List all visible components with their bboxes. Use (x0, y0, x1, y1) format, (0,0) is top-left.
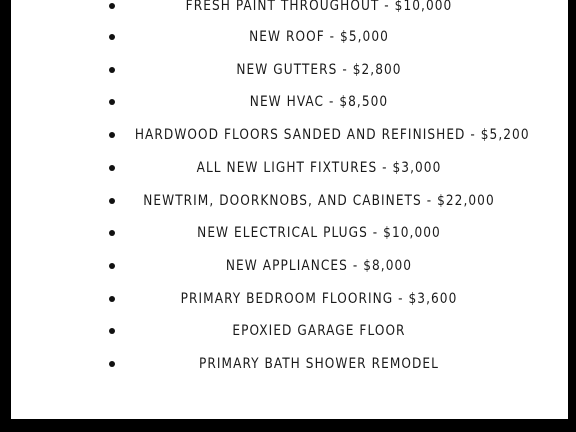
list-item (11, 187, 568, 215)
list-item-label: PRIMARY BEDROOM FLOORING - $3,600 (180, 291, 458, 307)
document-page (11, 0, 568, 419)
bullet-icon (109, 230, 115, 236)
bullet-icon (109, 3, 115, 9)
bullet-icon (109, 361, 115, 367)
list-item-label: NEWTRIM, DOORKNOBS, AND CABINETS - $22,000 (143, 193, 495, 209)
list-item-label: NEW ROOF - $5,000 (249, 29, 389, 45)
bullet-icon (109, 328, 115, 334)
bullet-icon (109, 198, 115, 204)
list-item-label: NEW ELECTRICAL PLUGS - $10,000 (197, 225, 441, 241)
list-item-label: HARDWOOD FLOORS SANDED AND REFINISHED - $5,200 (134, 127, 530, 143)
bullet-icon (109, 67, 115, 73)
list-item (11, 0, 568, 20)
bullet-icon (109, 132, 115, 138)
bullet-icon (109, 34, 115, 40)
list-item-label: NEW HVAC - $8,500 (249, 94, 389, 110)
bullet-icon (109, 296, 115, 302)
list-item (11, 88, 568, 116)
list-item-label: ALL NEW LIGHT FIXTURES - $3,000 (196, 160, 442, 176)
list-item-label: FRESH PAINT THROUGHOUT - $10,000 (185, 0, 453, 14)
list-item-label: EPOXIED GARAGE FLOOR (232, 323, 406, 339)
list-item (11, 285, 568, 313)
bullet-icon (109, 263, 115, 269)
list-item-label: NEW GUTTERS - $2,800 (236, 62, 402, 78)
list-item (11, 219, 568, 247)
list-item (11, 154, 568, 182)
list-item (11, 317, 568, 345)
list-item-label: NEW APPLIANCES - $8,000 (225, 258, 413, 274)
list-item (11, 350, 568, 378)
list-item (11, 252, 568, 280)
bullet-icon (109, 165, 115, 171)
renovation-list (11, 0, 568, 419)
list-item (11, 56, 568, 84)
list-item-label: PRIMARY BATH SHOWER REMODEL (199, 356, 439, 372)
list-item (11, 121, 568, 149)
bullet-icon (109, 99, 115, 105)
list-item (11, 23, 568, 51)
